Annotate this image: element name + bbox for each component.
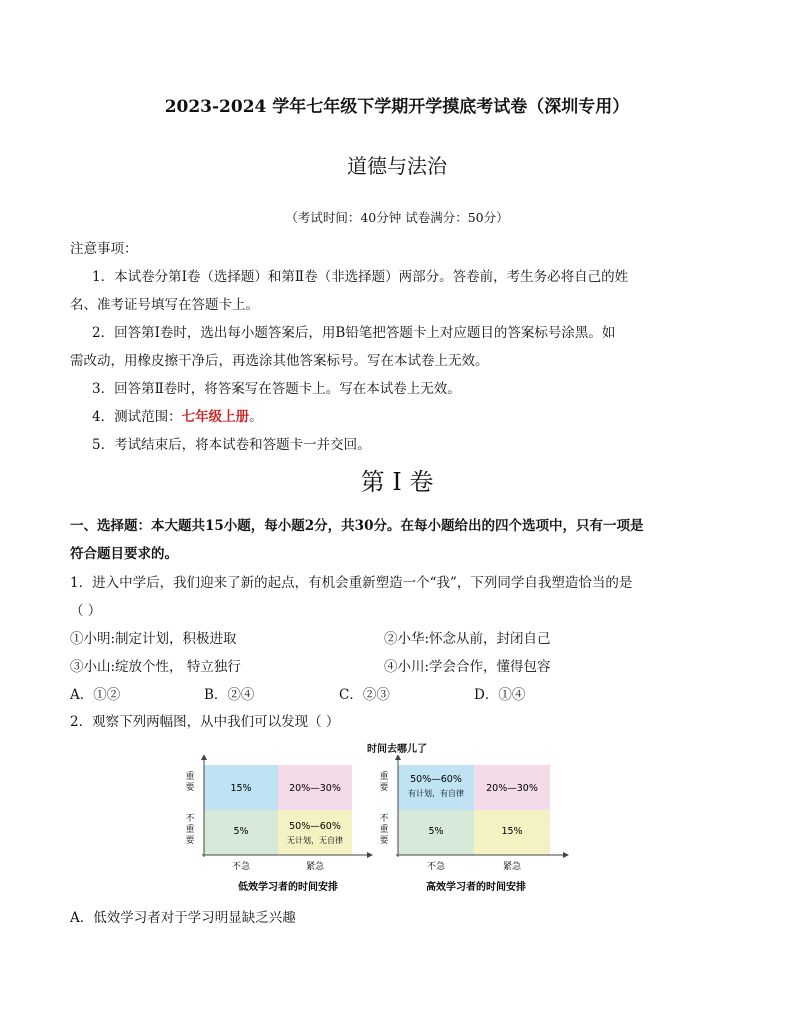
- notes-heading: 注意事项：: [70, 241, 138, 257]
- note-2-line-2: 需改动，用橡皮擦干净后，再选涂其他答案标号。写在本试卷上无效。: [70, 353, 489, 369]
- y-label-char: 要: [379, 836, 389, 846]
- cell-label: 20%—30%: [486, 783, 538, 794]
- note-4-prefix: 4．测试范围：: [92, 409, 182, 425]
- x-label-urgent: 紧急: [305, 862, 325, 872]
- x-label-urgent: 紧急: [502, 862, 522, 872]
- note-4: [92, 405, 263, 425]
- y-label-char: 要: [185, 783, 195, 793]
- q1-statement-1: ①小明:制定计划，积极进取: [70, 631, 237, 647]
- y-label-char: 重: [185, 825, 195, 835]
- section-intro-line-1: 一、选择题：本大题共15小题，每小题2分，共30分。在每小题给出的四个选项中，只有一项是: [70, 518, 644, 534]
- x-label-not-urgent: 不急: [426, 862, 446, 872]
- q1-option-a: A．①②: [70, 687, 121, 703]
- chart-caption: 低效学习者的时间安排: [238, 882, 338, 893]
- y-label-unimportant: [185, 813, 194, 846]
- q1-stem-line-2: （ ）: [70, 603, 102, 619]
- q2-option-a: A．低效学习者对于学习明显缺乏兴趣: [70, 910, 296, 926]
- note-1-line-1: 1．本试卷分第Ⅰ卷（选择题）和第Ⅱ卷（非选择题）两部分。答卷前，考生务必将自己的姓: [92, 269, 629, 285]
- cell-label: 50%—60%: [410, 774, 462, 785]
- figure-title: 时间去哪儿了: [367, 744, 427, 755]
- cell-label: 50%—60%: [289, 821, 341, 832]
- note-4-suffix: 。: [249, 409, 263, 425]
- note-3: 3．回答第Ⅱ卷时，将答案写在答题卡上。写在本试卷上无效。: [92, 381, 461, 397]
- note-1-line-2: 名、准考证号填写在答题卡上。: [70, 297, 259, 313]
- section-heading: 第 I 卷: [360, 468, 434, 496]
- q1-option-c: C．②③: [339, 687, 390, 703]
- note-2-line-1: 2．回答第Ⅰ卷时，选出每小题答案后，用B铅笔把答题卡上对应题目的答案标号涂黑。如: [92, 325, 616, 341]
- subject-title: 道德与法治: [347, 154, 447, 178]
- y-label-important: [379, 770, 388, 793]
- q1-statement-4: ④小川:学会合作，懂得包容: [384, 659, 551, 675]
- q1-statement-3: ③小山:绽放个性， 特立独行: [70, 659, 241, 675]
- exam-title: 2023-2024 学年七年级下学期开学摸底考试卷（深圳专用）: [164, 97, 630, 117]
- cell-annotation: 无计划，无自律: [287, 836, 343, 845]
- cell-label: 15%: [230, 783, 252, 794]
- note-5: 5．考试结束后，将本试卷和答题卡一并交回。: [92, 437, 371, 453]
- q1-statement-2: ②小华:怀念从前，封闭自己: [384, 631, 551, 647]
- section-intro-line-2: 符合题目要求的。: [70, 546, 178, 562]
- y-label-important: [185, 770, 194, 793]
- y-label-char: 要: [185, 836, 195, 846]
- q1-stem-line-1: 1．进入中学后，我们迎来了新的起点，有机会重新塑造一个“我”，下列同学自我塑造恰当的是: [70, 575, 633, 591]
- y-label-char: 重: [185, 772, 195, 782]
- exam-info: （考试时间：40分钟 试卷满分：50分）: [285, 210, 509, 225]
- low-efficiency-chart: [185, 755, 372, 893]
- cell-unimportant-urgent: [278, 810, 352, 855]
- x-label-not-urgent: 不急: [231, 862, 251, 872]
- high-efficiency-chart: [379, 755, 568, 893]
- y-label-char: 不: [185, 814, 195, 824]
- cell-important-not-urgent: [398, 765, 474, 810]
- time-quadrant-figure: [0, 755, 794, 900]
- q1-option-b: B．②④: [204, 687, 255, 703]
- y-label-char: 重: [379, 825, 389, 835]
- cell-label: 15%: [501, 826, 523, 837]
- chart-caption: 高效学习者的时间安排: [426, 882, 526, 893]
- q1-option-d: D．①④: [474, 687, 526, 703]
- y-label-unimportant: [379, 813, 388, 846]
- q2-stem: 2．观察下列两幅图，从中我们可以发现（ ）: [70, 714, 340, 730]
- y-label-char: 重: [379, 772, 389, 782]
- y-label-char: 要: [379, 783, 389, 793]
- cell-annotation: 有计划，有自律: [408, 789, 464, 798]
- y-label-char: 不: [379, 814, 389, 824]
- cell-label: 20%—30%: [289, 783, 341, 794]
- cell-label: 5%: [233, 826, 249, 837]
- test-scope: 七年级上册: [181, 409, 250, 425]
- cell-label: 5%: [428, 826, 444, 837]
